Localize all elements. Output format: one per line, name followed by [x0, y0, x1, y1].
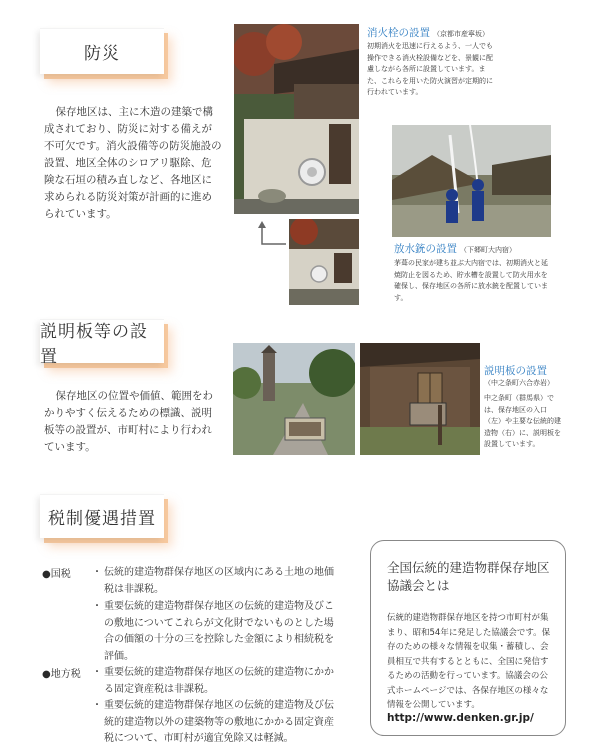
signboard-body: 保存地区の位置や価値、範囲をわかりやすく伝えるための標識、説明板等の設置が、市町村により行われています。 [44, 390, 214, 453]
association-title: 全国伝統的建造物群保存地区 協議会とは [387, 560, 550, 593]
arrow-icon [256, 220, 288, 248]
national-tax-label: ●国税 [42, 569, 71, 580]
board-caption-location: （中之条町六合赤岩） [484, 379, 554, 387]
entrance-signboard-photo [233, 343, 355, 455]
national-tax-item-1: ・ 伝統的建造物群保存地区の区域内にある土地の地価税は非課税。 [92, 567, 334, 595]
water-gun-caption-text: 茅葺の民家が建ち並ぶ大内宿では、初期消火と延焼防止を図るため、貯水槽を設置して防火用水を確保し、保存地区の各所に放水銃を配置しています。 [394, 259, 548, 302]
association-box [370, 540, 566, 736]
association-url-link[interactable]: http://www.denken.gr.jp/ [387, 712, 534, 724]
local-tax-item-2: ・ 重要伝統的建造物群保存地区の伝統的建造物及び伝統的建造物以外の建築物等の敷地にかかる固定資産税について、市町村が適宜免除又は軽減。 [92, 700, 334, 744]
hydrant-photo [234, 24, 359, 214]
board-caption-text: 中之条町（群馬県）では、保存地区の入口（左）や主要な伝統的建造物（右）に、説明板を設置しています。 [484, 394, 561, 448]
hydrant-caption-text: 初期消火を迅速に行えるよう、一人でも操作できる消火栓設備などを、景観に配慮しながら各所に設置しています。また、これらを用いた防火演習が定期的に行われています。 [367, 42, 493, 96]
hydrant-caption-title: 消火栓の設置 （京都市産寧坂） [367, 27, 489, 39]
signboard-heading-text: 説明板等の設置 [40, 321, 148, 367]
water-gun-caption-title: 放水銃の設置 （下郷町大内宿） [394, 243, 516, 255]
hydrant-closeup-photo [289, 219, 359, 305]
signboard-heading [40, 319, 164, 367]
disaster-heading-text: 防災 [84, 44, 120, 64]
building-signboard-photo [360, 343, 480, 455]
board-caption-title: 説明板の設置 [484, 365, 547, 377]
national-tax-item-2: ・ 重要伝統的建造物群保存地区の伝統的建造物及びこの敷地についてこれらが文化財でないものとした場合の価額の十分の三を控除した金額により相続税を評価。 [92, 601, 334, 662]
tax-heading [40, 494, 164, 538]
water-gun-drill-photo [392, 125, 551, 237]
disaster-heading [40, 28, 164, 74]
local-tax-item-1: ・ 重要伝統的建造物群保存地区の伝統的建造物にかかる固定資産税は非課税。 [92, 667, 334, 695]
disaster-body: 保存地区は、主に木造の建築で構成されており、防災に対する備えが不可欠です。消火設備等の防災施設の設置、地区全体のシロアリ駆除、危険な石垣の積み直しなど、各地区に求められる防災対策が計画的に進められています。 [44, 106, 222, 220]
association-text: 伝統的建造物群保存地区を持つ市町村が集まり、昭和54年に発足した協議会です。保存のための様々な情報を収集・蓄積し、会員相互で共有するとともに、全国に発信するための活動を行っています。協議会の公式ホームページでは、各保存地区の様々な情報を公開しています。 [387, 613, 551, 710]
local-tax-label: ●地方税 [42, 669, 81, 680]
tax-heading-text: 税制優遇措置 [48, 509, 156, 529]
